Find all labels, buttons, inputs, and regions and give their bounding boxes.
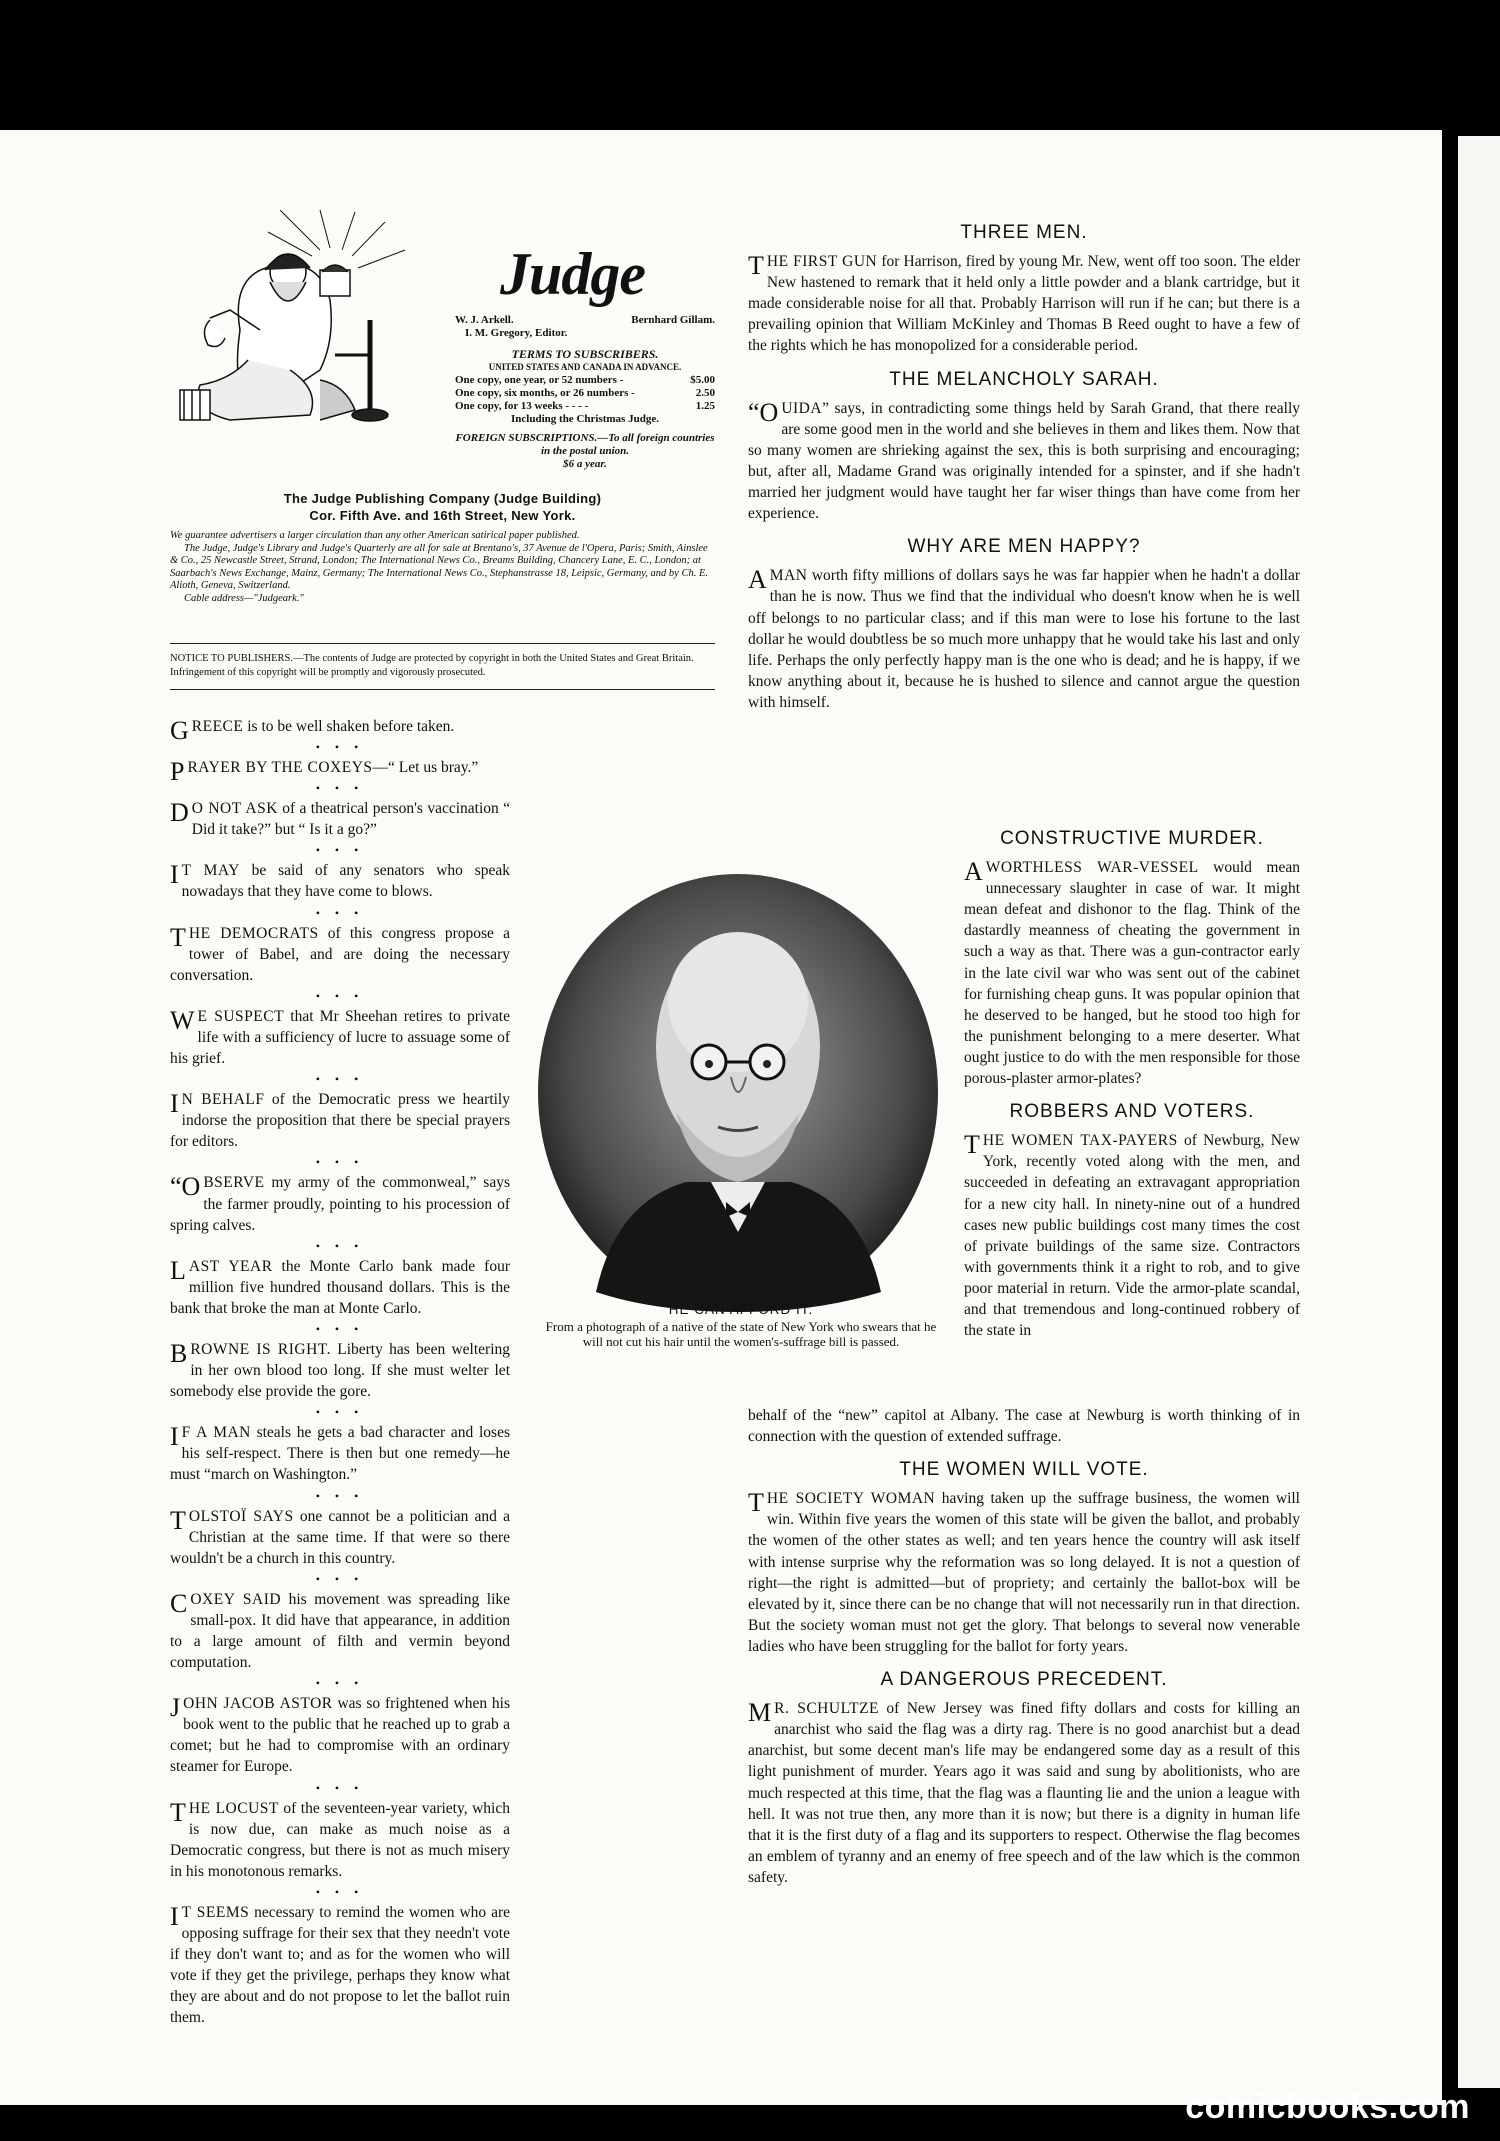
paragraph-item bbox=[170, 1339, 510, 1402]
left-column bbox=[170, 716, 510, 2032]
paragraph-item bbox=[170, 923, 510, 986]
drop-cap: I bbox=[170, 1089, 179, 1119]
foreign-subscriptions: FOREIGN SUBSCRIPTIONS.—To all foreign countries in the postal union. bbox=[455, 432, 715, 457]
paragraph-text: of this congress propose a tower of Babel, and are doing the necessary conversation. bbox=[170, 924, 510, 984]
caption-title: HE CAN AFFORD IT. bbox=[668, 1302, 814, 1317]
lead-words: UIDA bbox=[781, 399, 823, 417]
paragraph-text: my army of the commonweal,” says the farmer proudly, pointing to his procession of spring calves. bbox=[170, 1174, 510, 1234]
lead-words: BSERVE bbox=[203, 1174, 265, 1192]
paragraph-item bbox=[170, 1256, 510, 1319]
guarantee-text: We guarantee advertisers a larger circulation than any other American satirical paper published. bbox=[170, 530, 580, 541]
drop-cap: T bbox=[170, 922, 186, 952]
paragraph-text: —“ Let us bray.” bbox=[372, 759, 479, 777]
lead-words: OHN JACOB ASTOR bbox=[183, 1695, 333, 1713]
watermark: comicbooks.com bbox=[1185, 2088, 1470, 2126]
publisher-address: Cor. Fifth Ave. and 16th Street, New York. bbox=[309, 508, 576, 523]
drop-cap: L bbox=[170, 1255, 186, 1285]
drop-cap: J bbox=[170, 1693, 181, 1723]
agents-text: The Judge, Judge's Library and Judge's Quarterly are all for sale at Brentano's, 37 Avenue de l'Opera, Paris; Smith, Ainslee & Co., 25 Newcastle Street, Strand, London; The International News Co., Breams Building, Chancery Lane, E. C., London; at Saarbach's News Exchange, Mainz, Germany; The International News Co., Stephanstrasse 18, Leipsic, Germany, and by Ch. E. Alioth, Geneva, Switzerland. bbox=[170, 542, 708, 591]
drop-cap: “O bbox=[748, 397, 779, 427]
paragraph-item bbox=[170, 1902, 510, 2029]
drop-cap: T bbox=[748, 251, 764, 281]
foreign-price: $6 a year. bbox=[563, 458, 607, 470]
paragraph-item bbox=[170, 1693, 510, 1777]
lead-words: MAN bbox=[769, 567, 808, 585]
article-body bbox=[748, 565, 1300, 713]
article-title: WHY ARE MEN HAPPY? bbox=[907, 536, 1141, 558]
rate-price: $5.00 bbox=[690, 374, 715, 386]
separator-dots: • • • bbox=[315, 1676, 365, 1691]
paragraph-item bbox=[170, 1589, 510, 1673]
article-body bbox=[964, 857, 1300, 1089]
lead-words: AST YEAR bbox=[188, 1257, 273, 1275]
separator-dots: • • • bbox=[315, 1405, 365, 1420]
lead-words: RAYER BY THE COXEYS bbox=[187, 759, 373, 777]
lead-words: HE WOMEN TAX-PAYERS bbox=[982, 1132, 1178, 1150]
lead-words: REECE bbox=[191, 718, 244, 735]
drop-cap: I bbox=[170, 860, 179, 890]
article-body bbox=[748, 1488, 1300, 1657]
masthead-staff bbox=[455, 314, 715, 471]
article-body bbox=[964, 1130, 1300, 1341]
portrait-caption bbox=[541, 1302, 941, 1349]
paragraph-item bbox=[170, 716, 510, 745]
article-body bbox=[748, 398, 1300, 525]
paragraph-item bbox=[170, 757, 510, 787]
paragraph-item bbox=[170, 860, 510, 902]
drop-cap: P bbox=[170, 757, 185, 787]
article-title: ROBBERS AND VOTERS. bbox=[1009, 1101, 1255, 1123]
paragraph-text: of New Jersey was fined fifty dollars and costs for killing an anarchist who said the flag was a dirty rag. There is no good anarchist but a dead anarchist, but some decent man's life may be endangered some day as a result of this light punishment of murder. Years ago it was said and sung by abolitionists, who are much respected at this time, that the flag was a flaunting lie and the union a league with hell. It was not true then, any more than it is now; but there is a dignity in human life that it is the first duty of a flag and its supporters to respect. Otherwise the flag becomes an emblem of tyranny and an enemy of free speech and of the law which is the common safety. bbox=[748, 1700, 1301, 1886]
right-column-narrow bbox=[964, 828, 1300, 1344]
drop-cap: A bbox=[964, 857, 983, 887]
lead-words: T MAY bbox=[181, 862, 240, 880]
separator-dots: • • • bbox=[315, 740, 365, 755]
right-column-top bbox=[748, 222, 1300, 716]
paragraph-text: would mean unnecessary slaughter in case of war. It might mean defeat and dishonor to the flag. Think of the dastardly meanness of cheating the government in such a way as that. There was a gun-contractor early in the late civil war who was sent out of the cabinet for furnishing cheap guns. It was popular opinion that he deserved to be hanged, but he stood too high for the punishment belonging to a mere deserter. What ought justice to do with the men responsible for those porous-plaster armor-plates? bbox=[964, 859, 1300, 1088]
lead-words: OXEY SAID bbox=[190, 1590, 282, 1608]
paragraph-item bbox=[170, 1172, 510, 1235]
article-title: THE MELANCHOLY SARAH. bbox=[889, 368, 1159, 390]
portrait-illustration bbox=[536, 872, 940, 1312]
terms-title: TERMS TO SUBSCRIBERS. bbox=[511, 347, 659, 361]
lead-words: N BEHALF bbox=[181, 1091, 265, 1109]
paragraph-text: ” says, in contradicting some things held by Sarah Grand, that there really are some good men in the world and she believes in them and likes them. Now that so many women are shrieking against the sex, this is both surprising and encouraging; but, after all, Madame Grand was originally intended for a spinster, and if she hadn't married her judgment would have taught her far wiser things than have come from her experience. bbox=[748, 399, 1300, 523]
lead-words: E SUSPECT bbox=[197, 1007, 285, 1025]
drop-cap: T bbox=[748, 1488, 764, 1518]
paragraph-text: of the seventeen-year variety, which is now due, can make as much noise as a Democratic congress, but there is not as much misery in his monotonous remarks. bbox=[170, 1799, 510, 1880]
paragraph-text: his movement was spreading like small-pox. It did have that appearance, in addition to a large amount of filth and vermin beyond computation. bbox=[170, 1590, 510, 1672]
judge-logo: Judge bbox=[500, 241, 645, 307]
drop-cap: B bbox=[170, 1338, 188, 1368]
advertiser-fine-print bbox=[170, 530, 715, 605]
article-body bbox=[748, 251, 1300, 356]
separator-dots: • • • bbox=[315, 1072, 365, 1087]
paragraph-text: steals he gets a bad character and loses his self-respect. There is then but one remedy—he must “march on Washington.” bbox=[170, 1424, 511, 1484]
paragraph-text: necessary to remind the women who are opposing suffrage for their sex that they needn't vote if they don't want to; and as for the women who will vote if they get the privilege, perhaps they know what they are about and do not propose to let the ballot ruin them. bbox=[170, 1903, 510, 2027]
article-body bbox=[748, 1698, 1300, 1888]
caption-text: From a photograph of a native of the state of New York who swears that he will not cut his hair until the women's-suffrage bill is passed. bbox=[545, 1319, 937, 1349]
lead-words: O NOT ASK bbox=[191, 800, 278, 818]
rate-label: One copy, six months, or 26 numbers - bbox=[455, 387, 635, 399]
separator-dots: • • • bbox=[315, 1884, 365, 1899]
separator-dots: • • • bbox=[315, 1780, 365, 1795]
drop-cap: I bbox=[170, 1422, 179, 1452]
rate-label: One copy, for 13 weeks - - - - bbox=[455, 400, 589, 412]
publisher-block bbox=[170, 490, 715, 524]
drop-cap: I bbox=[170, 1901, 179, 1931]
paragraph-item bbox=[170, 1006, 510, 1069]
right-column-bottom bbox=[748, 1405, 1300, 1891]
paragraph-text: of the Democratic press we heartily indorse the proposition that there be special prayers for editors. bbox=[170, 1091, 510, 1151]
separator-dots: • • • bbox=[315, 905, 365, 920]
separator-dots: • • • bbox=[315, 781, 365, 796]
editor-line: I. M. Gregory, Editor. bbox=[465, 327, 568, 339]
lead-words: HE FIRST GUN bbox=[766, 253, 878, 271]
paragraph-item bbox=[170, 798, 510, 840]
lead-words: OLSTOÏ SAYS bbox=[188, 1507, 294, 1525]
lead-words: WORTHLESS WAR-VESSEL bbox=[985, 859, 1199, 877]
drop-cap: C bbox=[170, 1588, 188, 1618]
article-title: THREE MEN. bbox=[960, 222, 1088, 243]
rate-row bbox=[455, 374, 715, 387]
paragraph-item bbox=[170, 1089, 510, 1152]
separator-dots: • • • bbox=[315, 843, 365, 858]
paragraph-text: one cannot be a politician and a Christian at the same time. If that were so there wouldn't be a church in this country. bbox=[170, 1507, 510, 1567]
article-title: CONSTRUCTIVE MURDER. bbox=[1000, 828, 1264, 849]
paragraph-text: the Monte Carlo bank made four million five hundred thousand dollars. This is the bank that broke the man at Monte Carlo. bbox=[170, 1257, 510, 1317]
lead-words: F A MAN bbox=[181, 1424, 251, 1442]
paragraph-text: for Harrison, fired by young Mr. New, went off too soon. The elder New hastened to remark that it held only a little powder and a blank cartridge, but it made considerable noise for all that. Probably Harrison will run if he can; but there is a prevailing opinion that William McKinley and Thomas B Reed ought to have a few of the rights which he has monopolized for a considerable period. bbox=[748, 253, 1300, 355]
lead-words: ROWNE IS RIGHT. bbox=[190, 1340, 331, 1358]
paragraph-item bbox=[170, 1422, 510, 1485]
paragraph-text: worth fifty millions of dollars says he was far happier when he hadn't a dollar than he is now. Thus we find that the individual who doesn't know when he is well off belongs to no particular class; and if this man were to lose his fortune to the last dollar he would doubtless be so much more unhappy that he would take his last and only life. Perhaps the only perfectly happy man is the one who is dead; and he is happy, if we know anything about it, because he is hushed to silence and cannot argue the question with himself. bbox=[748, 567, 1300, 711]
drop-cap: “O bbox=[170, 1172, 201, 1202]
paragraph-text: Liberty has been weltering in her own blood too long. If she must welter let somebody else provide the gore. bbox=[170, 1340, 511, 1401]
drop-cap: W bbox=[170, 1005, 195, 1035]
staff-left: W. J. Arkell. bbox=[455, 314, 514, 326]
rate-row bbox=[455, 400, 715, 413]
drop-cap: T bbox=[170, 1797, 186, 1827]
paragraph-text: of a theatrical person's vaccination “ Did it take?” but “ Is it a go?” bbox=[191, 800, 510, 839]
drop-cap: T bbox=[170, 1505, 186, 1535]
lead-words: T SEEMS bbox=[181, 1903, 250, 1921]
paragraph-item bbox=[170, 1506, 510, 1569]
publisher-name: The Judge Publishing Company (Judge Building) bbox=[283, 491, 602, 506]
separator-dots: • • • bbox=[315, 1238, 365, 1253]
judge-cartoon-illustration bbox=[170, 210, 425, 450]
notice-to-publishers: NOTICE TO PUBLISHERS.—The contents of Judge are protected by copyright in both the United States and Great Britain. Infringement of this copyright will be promptly and vigorously prosecuted. bbox=[170, 643, 715, 690]
drop-cap: A bbox=[748, 565, 767, 595]
lead-words: HE DEMOCRATS bbox=[188, 924, 319, 942]
paragraph-text: be said of any senators who speak nowadays that they have come to blows. bbox=[181, 862, 510, 901]
separator-dots: • • • bbox=[315, 988, 365, 1003]
separator-dots: • • • bbox=[315, 1488, 365, 1503]
drop-cap: T bbox=[964, 1130, 980, 1160]
drop-cap: M bbox=[748, 1698, 772, 1728]
separator-dots: • • • bbox=[315, 1321, 365, 1336]
rate-row bbox=[455, 387, 715, 400]
drop-cap: D bbox=[170, 798, 189, 828]
separator-dots: • • • bbox=[315, 1155, 365, 1170]
paragraph-item bbox=[170, 1798, 510, 1882]
next-page-edge bbox=[1458, 136, 1500, 2088]
paragraph-text: having taken up the suffrage business, the women will win. Within five years the women of this state will be given the ballot, and probably the women of the other states as well; and ten years hence the country will ask itself with intense surprise why the reformation was so long delayed. It is not a question of right—the right is admitted—but of propriety; and certainly the ballot-box will be elevated by it, since there can be no change that will not necessarily run in that direction. But the society woman must not get the glory. That belongs to several now venerable ladies who have been struggling for the ballot for forty years. bbox=[748, 1490, 1300, 1655]
paragraph-text: is to be well shaken before taken. bbox=[243, 718, 455, 735]
rate-price: 2.50 bbox=[695, 387, 715, 399]
terms-sub: UNITED STATES AND CANADA IN ADVANCE. bbox=[488, 362, 682, 372]
cable-address: Cable address—"Judgeark." bbox=[184, 592, 304, 604]
paragraph-text: that Mr Sheehan retires to private life with a sufficiency of lucre to assuage some of his grief. bbox=[170, 1007, 510, 1068]
rates-table bbox=[455, 374, 715, 413]
paragraph-text: of Newburg, New York, recently voted along with the men, and succeeded in defeating an extravagant appropriation for a new city hall. In ninety-nine out of a hundred cases new public buildings cost many times the cost of private buildings of the same size. Contractors with governments think it a right to rob, and to give poor material in return. Vide the armor-plate scandal, and that tremendous and long-continued robbery of the state in bbox=[964, 1132, 1301, 1340]
lead-words: R. SCHULTZE bbox=[774, 1700, 880, 1718]
rate-label: One copy, one year, or 52 numbers - bbox=[455, 374, 624, 386]
rate-price: 1.25 bbox=[695, 400, 715, 412]
article-continuation: behalf of the “new” capitol at Albany. The case at Newburg is worth thinking of in connection with the question of extended suffrage. bbox=[748, 1407, 1300, 1446]
separator-dots: • • • bbox=[315, 1571, 365, 1586]
christmas-line: Including the Christmas Judge. bbox=[511, 413, 659, 425]
article-title: A DANGEROUS PRECEDENT. bbox=[880, 1669, 1168, 1691]
drop-cap: G bbox=[170, 716, 189, 745]
paragraph-text: was so frightened when his book went to the public that he reached up to grab a comet; but he had to compromise with an ordinary steamer for Europe. bbox=[170, 1695, 511, 1776]
staff-right: Bernhard Gillam. bbox=[631, 314, 715, 326]
lead-words: HE SOCIETY WOMAN bbox=[766, 1490, 936, 1508]
lead-words: HE LOCUST bbox=[188, 1799, 279, 1817]
article-title: THE WOMEN WILL VOTE. bbox=[899, 1459, 1149, 1481]
